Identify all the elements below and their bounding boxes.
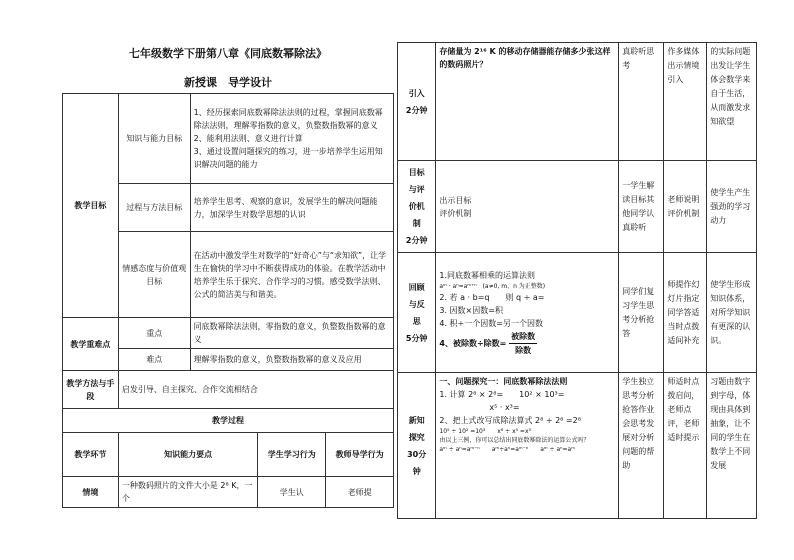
content-line: 10⁵ ÷ 10² =10³ x⁸ ÷ x⁵ =x³ [439, 428, 531, 435]
goals-intent: 使学生产生强劲的学习动力 [707, 161, 757, 253]
intro-content: 存储量为 2¹⁶ K 的移动存储器能存储多少张这样的数码照片？ [436, 43, 619, 161]
stage-text: 引入 [408, 88, 425, 98]
review-intent: 使学生形成知识体系，对所学知识有更深的认识。 [707, 253, 757, 373]
goals-student: 一学生解读目标其他同学认真聆听 [619, 161, 664, 253]
stage-review [398, 253, 436, 373]
focus-key-text: 同底数幂除法法则，零指数的意义，负整数指数幂的意义 [190, 318, 393, 349]
goal-text-knowledge [190, 94, 393, 184]
content-line: 评价机制 [439, 208, 472, 218]
explore-teacher: 师适时点拨启问，老师点评，老师适时提示 [664, 373, 707, 519]
explore-heading: 一、问题探究一：同底数幂除法法则 [439, 377, 568, 386]
content-line: 1.同底数幂相乘的运算法则 [439, 270, 536, 280]
focus-key-label: 重点 [118, 318, 190, 349]
document-title: 七年级数学下册第八章《同底数幂除法》 [129, 47, 327, 60]
goals-label: 教学目标 [63, 94, 119, 318]
content-line: 2、把上式改写成除法算式 2⁸ ÷ 2⁸ =2⁸ [439, 416, 581, 425]
goals-content [436, 161, 619, 253]
stage-time: 30分 [407, 449, 427, 459]
stage-time: 2分钟 [405, 105, 428, 115]
goal-label-knowledge: 知识与能力目标 [118, 94, 190, 184]
goal-line: 2、能利用法则、意义进行计算 [193, 134, 303, 143]
fraction [509, 330, 537, 357]
goal-text-emotion: 在活动中激发学生对数学的“好奇心”与“求知欲”，让学生在愉快的学习中不断获得成功的体验。在教学活动中培养学生乐于探究、合作学习的习惯。感受数学法则、公式的简洁美与和谐美。 [190, 232, 393, 318]
stage-text: 与评 [408, 185, 425, 194]
right-lesson-table [397, 42, 757, 519]
document-subtitle: 新授课 导学设计 [184, 76, 272, 89]
content-line: 2. 若 a · b=q 则 q ÷ a= [439, 292, 545, 302]
stage-intro [398, 43, 436, 161]
header-teacher: 教师导学行为 [326, 433, 394, 477]
focus-hard-text: 理解零指数的意义，负整数指数幂的意义及应用 [190, 349, 393, 371]
goal-line: 3、通过设置问题探究的练习，进一步培养学生运用知识解决问题的能力 [193, 147, 383, 169]
content-line: x⁵ · x³= [489, 403, 520, 412]
stage-text: 思 [412, 316, 421, 326]
fraction-denominator: 除数 [515, 345, 532, 355]
content-line: 4. 积÷一个因数=另一个因数 [439, 318, 543, 328]
stage-text: 回顾 [408, 282, 425, 292]
fraction-line [439, 330, 615, 357]
intro-teacher: 作多媒体出示情境引入 [664, 43, 707, 161]
stage-text: 与反 [408, 299, 425, 309]
stage-time: 5分钟 [405, 333, 428, 343]
stage-text: 新知 [408, 415, 425, 425]
method-label: 教学方法与手段 [63, 371, 119, 409]
stage-goals [398, 161, 436, 253]
goal-text-process: 培养学生思考、观察的意识，发展学生的解决问题能力，加深学生对数学思想的认识 [190, 184, 393, 232]
stage-time: 2分钟 [405, 236, 428, 245]
content-line: 3. 因数×因数=积 [439, 305, 503, 315]
content-line: 出示目标 [439, 195, 472, 205]
focus-label: 教学重难点 [63, 318, 119, 371]
content-line: aᵐ ÷ aⁿ=aᵐ⁻ⁿ aᵐ÷aⁿ=aᵐ⁻ⁿ aᵐ ÷ aⁿ=aᵐ [439, 446, 575, 453]
last-row-student: 学生认 [258, 477, 326, 508]
focus-hard-label: 难点 [118, 349, 190, 371]
goal-label-emotion: 情感态度与价值观目标 [118, 232, 190, 318]
stage-time: 钟 [412, 466, 421, 476]
method-text: 启发引导、自主探究、合作交流相结合 [118, 371, 393, 409]
explore-intent: 习题由数字到字母，体现由具体到抽象，让不同的学生在数学上不同发展 [707, 373, 757, 519]
content-line: 1. 计算 2⁸ × 2⁸= 10² × 10³= [439, 390, 565, 399]
stage-text: 价机 [408, 202, 425, 211]
process-label: 教学过程 [63, 409, 394, 433]
stage-text: 探究 [408, 432, 425, 442]
goals-teacher: 老师说明评价机制 [664, 161, 707, 253]
review-student: 同学们复习学生思考分析抢答 [619, 253, 664, 373]
content-line: 由以上三例，你可以总结出同底数幂除法的运算公式吗？ [439, 437, 590, 444]
last-row-points: 一种数码照片的文件大小是 2⁸ K，一个 [118, 477, 258, 508]
explore-content [436, 373, 619, 519]
goal-label-process: 过程与方法目标 [118, 184, 190, 232]
explore-student: 学生独立思考分析抢答作业会思考发展对分析问题的帮助 [619, 373, 664, 519]
header-student: 学生学习行为 [258, 433, 326, 477]
review-content [436, 253, 619, 373]
goal-line: 1、经历探索同底数幂除法法则的过程，掌握同底数幂除法法则，理解零指数的意义，负整数指数幂的意义 [193, 108, 383, 130]
header-stage: 教学环节 [63, 433, 119, 477]
review-teacher: 师提作幻灯片指定同学答适当时点拨适间补充 [664, 253, 707, 373]
last-row-teacher: 老师提 [326, 477, 394, 508]
fraction-prefix: 4、被除数÷除数= [439, 338, 507, 348]
intro-intent: 的实际问题出发让学生体会数学来自于生活，从而激发求知欲望 [707, 43, 757, 161]
stage-text: 制 [412, 219, 421, 228]
last-row-stage: 情境 [63, 477, 119, 508]
header-points: 知识能力要点 [118, 433, 258, 477]
content-line: aᵐ · aⁿ=aᵐ⁺ⁿ (a≠0, m、n 为正整数) [439, 282, 546, 290]
intro-student: 真聆听思考 [619, 43, 664, 161]
stage-explore [398, 373, 436, 519]
fraction-numerator: 被除数 [509, 330, 537, 344]
stage-text: 目标 [408, 168, 425, 177]
left-lesson-table [62, 93, 394, 508]
